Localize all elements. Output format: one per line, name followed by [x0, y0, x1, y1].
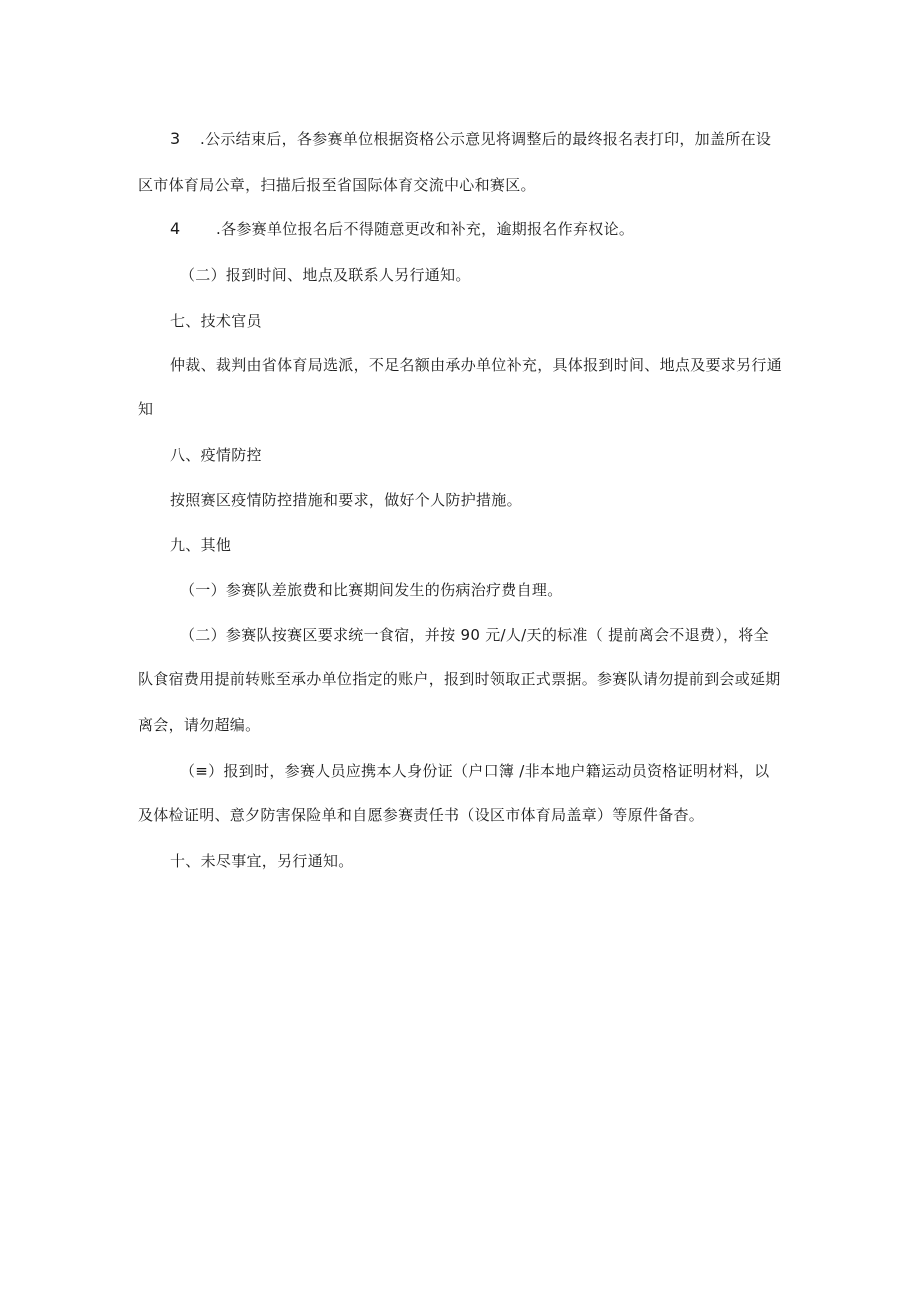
item-4-number: 4 [170, 219, 181, 238]
item-4-line [170, 219, 634, 239]
section-9-item-3-line-1: （≡）报到时，参赛人员应携本人身份证（户口簿 /非本地户籍运动员资格证明材料，以 [180, 762, 770, 780]
section-9-item-2-line-1: （二）参赛队按赛区要求统一食宿，并按 90 元/人/天的标准（ 提前离会不退费），将全 [180, 626, 769, 644]
section-8-text: 按照赛区疫情防控措施和要求，做好个人防护措施。 [170, 491, 522, 509]
section-7-heading: 七、技术官员 [170, 312, 262, 330]
item-3-line-2: 区市体育局公章，扫描后报至省国际体育交流中心和赛区。 [138, 176, 536, 194]
section-8-heading: 八、疫情防控 [170, 446, 262, 464]
section-9-heading: 九、其他 [170, 536, 232, 554]
item-3-number: 3 [170, 129, 181, 148]
item-3-text: .公示结束后，各参赛单位根据资格公示意见将调整后的最终报名表打印，加盖所在设 [200, 130, 772, 148]
section-10-heading: 十、未尽事宜，另行通知。 [170, 852, 354, 870]
section-9-item-2-line-3: 离会，请勿超编。 [138, 716, 261, 734]
section-7-line-2: 知 [138, 400, 154, 418]
item-4-text: .各参赛单位报名后不得随意更改和补充，逾期报名作弃权论。 [216, 220, 635, 238]
section-9-item-1: （一）参赛队差旅费和比赛期间发生的伤病治疗费自理。 [180, 581, 563, 599]
registration-note: （二）报到时间、地点及联系人另行通知。 [180, 266, 471, 284]
item-3-line-1 [170, 129, 771, 149]
section-7-line-1: 仲裁、裁判由省体育局选派，不足名额由承办单位补充，具体报到时间、地点及要求另行通 [170, 356, 783, 374]
section-9-item-2-line-2: 队食宿费用提前转账至承办单位指定的账户，报到时领取正式票据。参赛队请勿提前到会或延期 [138, 670, 781, 688]
section-9-item-3-line-2: 及体检证明、意夕防害保险单和自愿参赛责任书（设区市体育局盖章）等原件备杳。 [138, 806, 705, 824]
